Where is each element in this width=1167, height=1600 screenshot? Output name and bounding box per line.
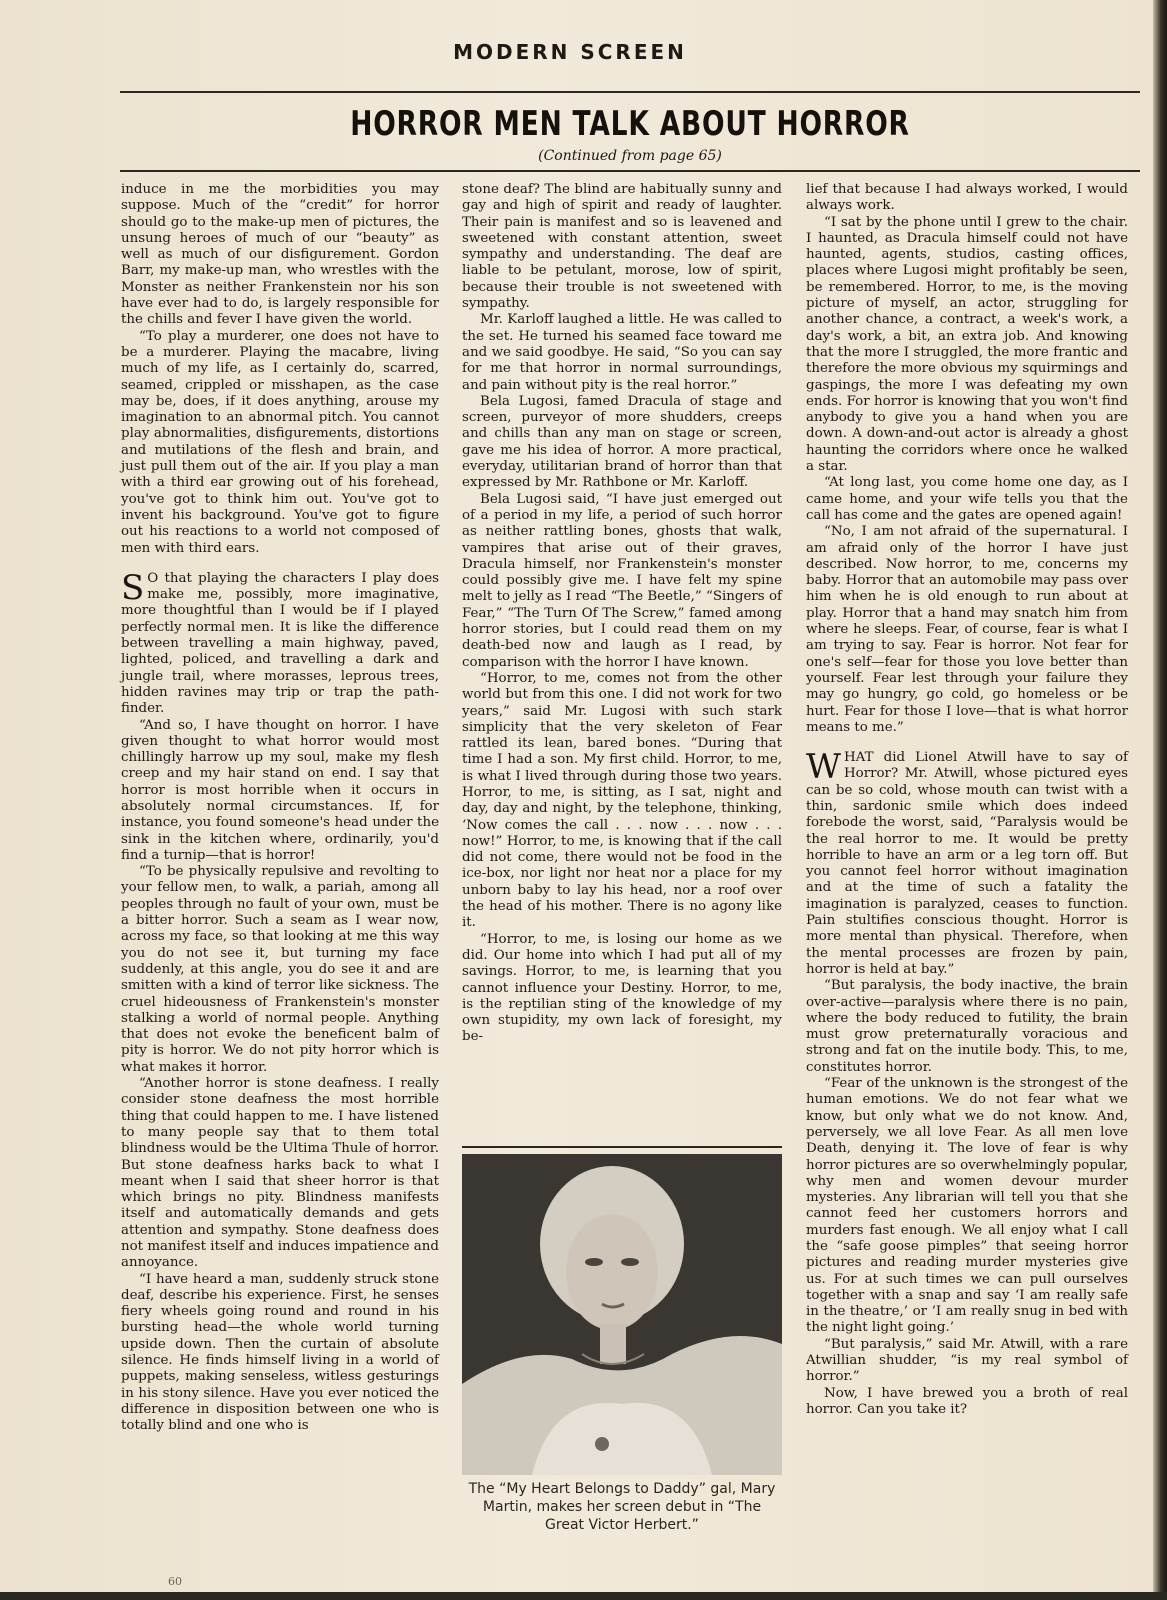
paragraph: “But paralysis, the body inactive, the brain over-active—paralysis where there is no pain, where the body reduced to futility, the brain must grow preternaturally voracious and strong and fat on the inutile body. This, to me, constitutes horror.: [806, 978, 1128, 1075]
drop-cap: W: [806, 747, 841, 788]
paragraph: stone deaf? The blind are habitually sunny and gay and high of spirit and ready of laughter. Their pain is manifest and so is leavened and sweetened with constant attention, sweet sympathy and understanding. The deaf are liable to be petulant, morose, low of spirit, because their trouble is not sweetened with sympathy.: [462, 182, 782, 312]
drop-cap: S: [121, 567, 145, 608]
paragraph: [806, 747, 1128, 978]
column-2: [462, 182, 782, 1046]
paragraph: “And so, I have thought on horror. I have given thought to what horror would most chillingly harrow up my soul, make my flesh creep and my hair stand on end. I say that horror is most horrible when it occurs in absolutely normal circumstances. If, for instance, you found someone's head under the sink in the kitchen where, ordinarily, you'd find a turnip—that is horror!: [121, 717, 439, 863]
paragraph: “To be physically repulsive and revolting to your fellow men, to walk, a pariah, among all peoples through no fault of your own, must be a bitter horror. Such a seam as I wear now, across my face, so that looking at me this way you do not see it, but turning my face suddenly, at this angle, you do see it and are smitten with a kind of terror like sickness. The cruel hideousness of Frankenstein's monster stalking a world of normal people. Anything that does not evoke the beneficent balm of pity is horror. We do not pity horror which is what makes it horror.: [121, 864, 439, 1075]
article-title: HORROR MEN TALK ABOUT HORROR: [350, 104, 910, 144]
paragraph-text: O that playing the characters I play does make me, possibly, more imaginative, more thoughtful than I would be if I played perfectly normal men. It is like the difference between travelling a main highway, paved, lighted, policed, and travelling a dark and jungle trail, where morasses, leprous trees, hidden ravines may trip or trap the path-finder.: [121, 570, 439, 717]
paragraph: [121, 567, 439, 718]
paragraph: “At long last, you come home one day, as I came home, and your wife tells you that the call has come and the gates are opened again!: [806, 475, 1128, 523]
paragraph: “I have heard a man, suddenly struck stone deaf, describe his experience. First, he senses fiery wheels going round and round in his bursting head—the whole world turning upside down. Then the curtain of absolute silence. He finds himself living in a world of puppets, making senseless, witless gesturings in his stony silence. Have you ever noticed the difference in disposition between one who is totally blind and one who is: [121, 1271, 439, 1434]
page-bottom-edge: [0, 1592, 1167, 1600]
photo-caption: The “My Heart Belongs to Daddy” gal, Mary Martin, makes her screen debut in “The Great Victor Herbert.”: [468, 1481, 776, 1533]
paragraph: Mr. Karloff laughed a little. He was called to the set. He turned his seamed face toward me and we said goodbye. He said, “So you can say for me that horror in normal surroundings, and pain without pity is the real horror.”: [462, 312, 782, 393]
photo-rule: [462, 1146, 782, 1148]
top-rule: [120, 91, 1140, 93]
paragraph: “No, I am not afraid of the supernatural. I am afraid only of the horror I have just described. Now horror, to me, concerns my baby. Horror that an automobile may pass over him when he is old enough to run about at play. Horror that a hand may snatch him from where he sleeps. Fear, of course, fear is what I am trying to say. Fear is horror. Not fear for one's self—fear for those you love better than yourself. Fear lest through your failure they may go hungry, go cold, go homeless or be hurt. Fear for those I love—that is what horror means to me.”: [806, 524, 1128, 735]
paragraph: “Fear of the unknown is the strongest of the human emotions. We do not fear what we know, but only what we do not know. And, perversely, we all love Fear. As all men love Death, denying it. The love of fear is why horror pictures are so overwhelmingly popular, why men and women devour murder mysteries. Any librarian will tell you that she cannot feed her customers horrors and murders fast enough. We all enjoy what I call the “safe goose pimples” that seeing horror pictures and reading murder mysteries give us. For at such times we can pull ourselves together with a snap and say ‘I am really safe in the theatre,’ or ‘I am really snug in bed with the night light going.’: [806, 1076, 1128, 1336]
paragraph: “To play a murderer, one does not have to be a murderer. Playing the macabre, living much of my life, as I certainly do, scarred, seamed, crippled or misshapen, as the case may be, does, if it does anything, arouse my imagination to an abnormal pitch. You cannot play abnormalities, disfigurements, distortions and mutilations of the flesh and brain, and just pull them out of the air. If you play a man with a third ear growing out of his forehead, you've got to think him out. You've got to invent his background. You've got to figure out his reactions to a world not composed of men with third ears.: [121, 328, 439, 556]
paragraph: Now, I have brewed you a broth of real horror. Can you take it?: [806, 1385, 1128, 1417]
paragraph: “Another horror is stone deafness. I really consider stone deafness the most horrible thing that could happen to me. I have listened to many people say that to them total blindness would be the Ultima Thule of horror. But stone deafness harks back to what I meant when I said that sheer horror is that which brings no pity. Blindness manifests itself and automatically demands and gets attention and sympathy. Stone deafness does not manifest itself and induces impatience and annoyance.: [121, 1076, 439, 1271]
paragraph: lief that because I had always worked, I would always work.: [806, 182, 1128, 214]
title-rule: [120, 170, 1140, 172]
paragraph: “But paralysis,” said Mr. Atwill, with a rare Atwillian shudder, “is my real symbol of horror.”: [806, 1336, 1128, 1385]
column-3: [806, 182, 1128, 1418]
paragraph: Bela Lugosi, famed Dracula of stage and screen, purveyor of more shudders, creeps and chills than any man on stage or screen, gave me his idea of horror. A more practical, everyday, utilitarian brand of horror than that expressed by Mr. Rathbone or Mr. Karloff.: [462, 393, 782, 491]
mary-martin-photo: [462, 1154, 782, 1475]
page-binding-edge: [1153, 0, 1167, 1600]
page-number: 60: [168, 1575, 182, 1588]
paragraph: Bela Lugosi said, “I have just emerged out of a period in my life, a period of such horror as neither rattling bones, ghosts that walk, vampires that arise out of their graves, Dracula himself, nor Frankenstein's monster could possibly give me. I have felt my spine melt to jelly as I read “The Beetle,” “Singers of Fear,” “The Turn Of The Screw,” famed among horror stories, but I could read them on my death-bed now and laugh as I read, by comparison with the horror I have known.: [462, 491, 782, 670]
continued-note: (Continued from page 65): [538, 148, 722, 164]
paragraph-text: HAT did Lionel Atwill have to say of Horror? Mr. Atwill, whose pictured eyes can be so cold, whose mouth can twist with a thin, sardonic smile which does indeed forebode the worst, said, “Paralysis would be the real horror to me. It would be pretty horrible to have an arm or a leg torn off. But you cannot feel horror without imagination and at the time of such a fatality the imagination is paralyzed, ceases to function. Pain stultifies conscious thought. Horror is more mental than physical. Therefore, when the mental processes are frozen by pain, horror is held at bay.”: [806, 750, 1128, 977]
magazine-masthead: MODERN SCREEN: [453, 40, 687, 64]
paragraph: induce in me the morbidities you may suppose. Much of the “credit” for horror should go to the make-up men of pictures, the unsung heroes of much of our “beauty” as well as much of our disfigurement. Gordon Barr, my make-up man, who wrestles with the Monster as neither Frankenstein nor his son have ever had to do, is largely responsible for the chills and fever I have given the world.: [121, 182, 439, 328]
column-1: [121, 182, 439, 1435]
paragraph: “Horror, to me, is losing our home as we did. Our home into which I had put all of my savings. Horror, to me, is learning that you cannot influence your Destiny. Horror, to me, is the reptilian sting of the knowledge of my own stupidity, my own lack of foresight, my be-: [462, 931, 782, 1045]
portrait-illustration: [462, 1154, 782, 1475]
paragraph: “I sat by the phone until I grew to the chair. I haunted, as Dracula himself could not have haunted, agents, studios, casting offices, places where Lugosi might profitably be seen, be remembered. Horror, to me, is the moving picture of myself, an actor, struggling for another chance, a contract, a week's work, a day's work, a bit, an extra job. And knowing that the more I struggled, the more frantic and therefore the more obvious my squirmings and gaspings, the more I was defeating my own ends. For horror is knowing that you won't find anybody to give you a hand when you are down. A down-and-out actor is already a ghost haunting the corridors where once he walked a star.: [806, 214, 1128, 475]
paragraph: “Horror, to me, comes not from the other world but from this one. I did not work for two years,” said Mr. Lugosi with such stark simplicity that the very skeleton of Fear rattled its lean, bared bones. “During that time I had a son. My first child. Horror, to me, is what I lived through during those two years. Horror, to me, is sitting, as I sat, night and day, day and night, by the telephone, thinking, ‘Now comes the call . . . now . . . now . . . now!” Horror, to me, is knowing that if the call did not come, there would not be food in the ice-box, nor light nor heat nor a place for my unborn baby to lay his head, nor a roof over the head of his mother. There is no agony like it.: [462, 670, 782, 931]
